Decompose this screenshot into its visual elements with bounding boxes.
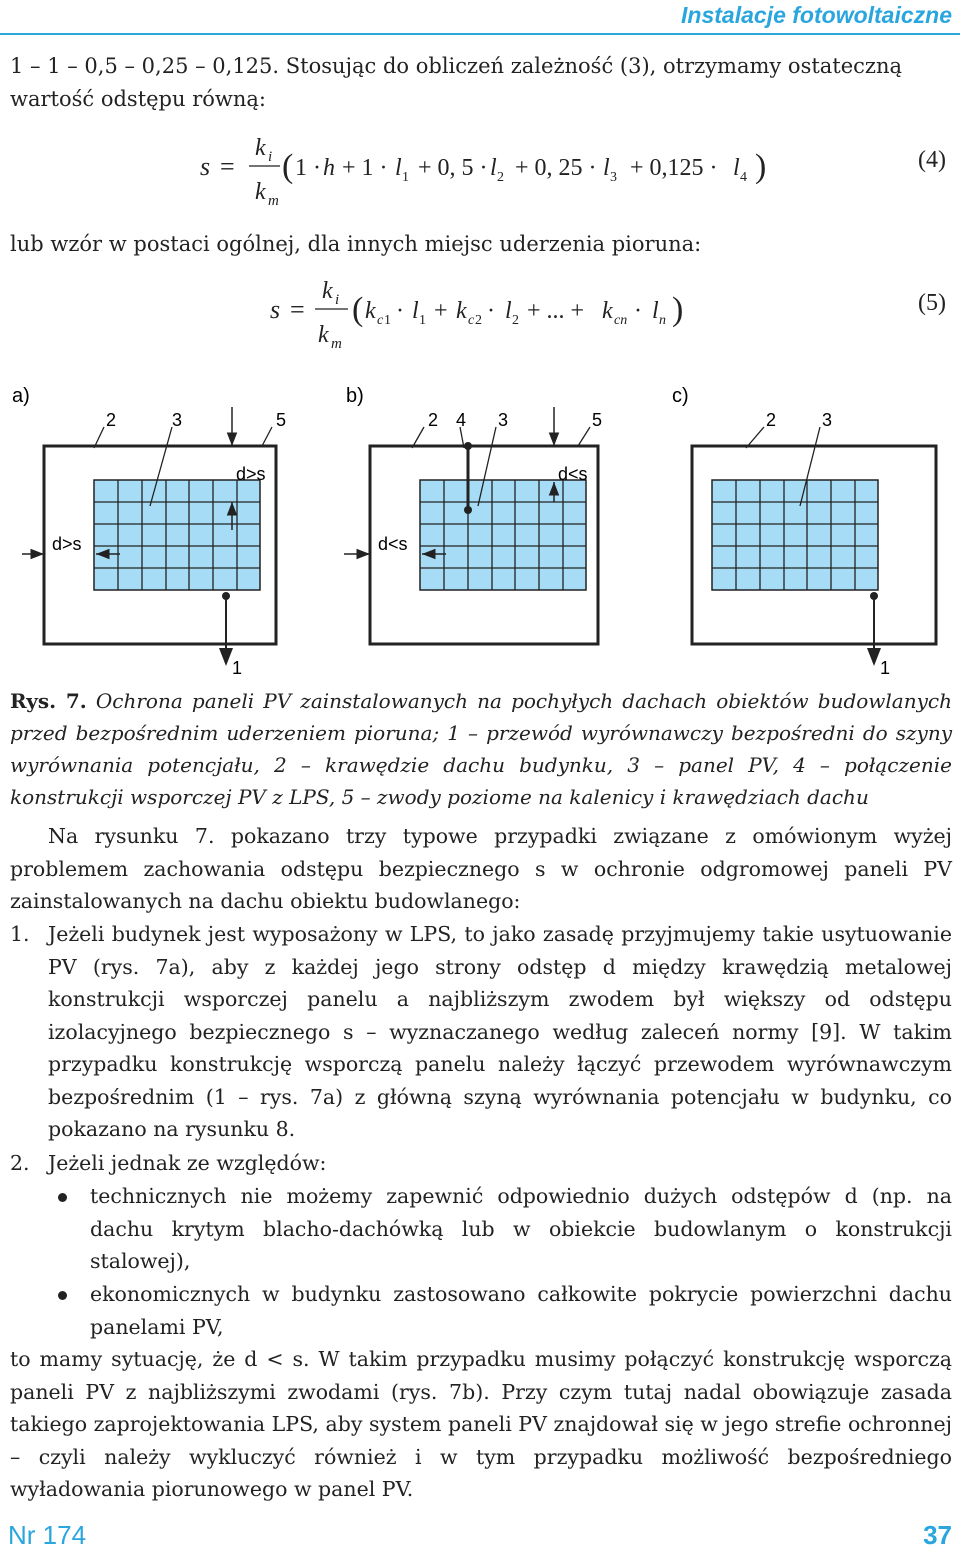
svg-text:l: l: [733, 155, 740, 181]
svg-text:s: s: [200, 152, 211, 181]
svg-text:1: 1: [402, 170, 409, 185]
panel-a-letter: a): [12, 385, 30, 407]
svg-text:l: l: [412, 298, 419, 324]
svg-text:+ 0, 25 ·: + 0, 25 ·: [515, 155, 597, 181]
general-formula-intro: lub wzór w postaci ogólnej, dla innych miejsc uderzenia pioruna:: [10, 232, 702, 256]
panel-c-label-2: 2: [766, 410, 777, 430]
svg-text:·: ·: [396, 298, 404, 324]
svg-text:1: 1: [419, 313, 426, 328]
svg-text:=: =: [220, 152, 235, 181]
panel-c-letter: c): [672, 385, 689, 407]
svg-text:cn: cn: [614, 313, 628, 328]
equation-5-number: (5): [918, 290, 946, 316]
figure-7: [0, 382, 960, 686]
panel-b-letter: b): [346, 385, 364, 407]
svg-text:l: l: [652, 298, 659, 324]
panel-a: [12, 385, 286, 678]
panel-a-gap-top: d>s: [236, 464, 266, 484]
svg-text:1 ·: 1 ·: [295, 155, 321, 181]
svg-text:1: 1: [384, 313, 391, 328]
panel-c-label-3: 3: [822, 410, 833, 430]
list-item-2-text: Jeżeli jednak ze względów:: [48, 1151, 327, 1175]
caption-text: Ochrona paneli PV zainstalowanych na pochyłych dachach obiektów budowlanych przed bezpośrednim uderzeniem pioruna; 1 – przewód wyrównawczy bezpośredni do szyny wyrównania potencjału, 2 – krawędzie dachu budynku, 3 – panel PV, 4 – połączenie konstrukcji wsporczej PV z LPS, 5 – zwody poziome na kalenicy i krawędziach dachu: [10, 689, 952, 809]
panel-a-label-2: 2: [106, 410, 117, 430]
svg-text:l: l: [490, 155, 497, 181]
caption-label: Rys. 7.: [10, 689, 87, 713]
svg-text:+: +: [434, 298, 448, 324]
svg-text:): ): [755, 148, 767, 185]
svg-text:k: k: [602, 298, 613, 324]
svg-text:l: l: [505, 298, 512, 324]
svg-text:4: 4: [740, 170, 747, 185]
svg-text:i: i: [335, 292, 340, 308]
bullet-dot: [58, 1291, 67, 1300]
bullet-item-2: [10, 1278, 952, 1343]
panel-b-gap-left: d<s: [378, 534, 408, 554]
list-item-1-number: 1.: [10, 922, 30, 946]
svg-text:+ 1 ·: + 1 ·: [342, 155, 388, 181]
paragraph-1: Na rysunku 7. pokazano trzy typowe przypadki związane z omówionym wyżej problemem zachowania odstępu bezpiecznego s w ochronie odgromowej paneli PV zainstalowanych na dachu obiektu budowlanego:: [10, 824, 952, 913]
svg-text:l: l: [603, 155, 610, 181]
equation-4-number: (4): [918, 147, 946, 173]
svg-text:k: k: [255, 135, 266, 161]
svg-text:(: (: [282, 148, 294, 185]
svg-text:n: n: [659, 313, 666, 328]
panel-a-pv-array: [94, 480, 260, 590]
svg-text:(: (: [352, 291, 364, 328]
panel-b-label-4: 4: [456, 410, 467, 430]
panel-b-label-2: 2: [428, 410, 439, 430]
svg-text:l: l: [395, 155, 402, 181]
svg-text:2: 2: [475, 313, 482, 328]
panel-a-conductor-1: 1: [232, 658, 243, 678]
list-item-2-number: 2.: [10, 1151, 30, 1175]
svg-text:h: h: [323, 155, 335, 181]
svg-text:=: =: [290, 295, 305, 324]
svg-text:3: 3: [610, 170, 617, 185]
svg-text:s: s: [270, 295, 281, 324]
footer-page-number: 37: [923, 1520, 952, 1550]
svg-text:2: 2: [512, 313, 519, 328]
panel-c: [672, 385, 936, 678]
list-item-1-text: Jeżeli budynek jest wyposażony w LPS, to jako zasadę przyjmujemy takie usytuowanie PV (rys. 7a), aby z każdej jego strony odstęp d między krawędzią metalowej konstrukcji wsporczej panelu a najbliższym zwodem był większy od odstępu izolacyjnego bezpiecznego s – wyznaczanego według zaleceń normy [9]. W takim przypadku konstrukcję wsporczą panelu należy łączyć przewodem wyrównawczym bezpośrednim (1 – rys. 7a) z główną szyną wyrównania potencjału w budynku, co pokazano na rysunku 8.: [48, 922, 952, 1141]
svg-text:+ 0, 5 ·: + 0, 5 ·: [418, 155, 488, 181]
svg-text:k: k: [322, 278, 333, 304]
panel-a-label-3: 3: [172, 410, 183, 430]
panel-b: [344, 385, 602, 644]
equation-5: [0, 268, 960, 358]
bullet-item-1: [10, 1180, 952, 1278]
intro-line-2: wartość odstępu równą:: [10, 87, 266, 111]
header-rule: [0, 33, 960, 35]
svg-text:m: m: [268, 193, 279, 209]
footer-issue: Nr 174: [8, 1520, 87, 1550]
intro-line-1: 1 – 1 – 0,5 – 0,25 – 0,125. Stosując do obliczeń zależność (3), otrzymamy ostateczną: [10, 54, 903, 78]
svg-text:+ 0,125 ·: + 0,125 ·: [630, 155, 718, 181]
paragraph-2: to mamy sytuację, że d < s. W takim przypadku musimy połączyć konstrukcję wsporczą paneli PV z najbliższymi zwodami (rys. 7b). Przy czym tutaj nadal obowiązuje zasada takiego zaprojektowania LPS, aby system paneli PV znajdował się w jego strefie ochronnej – czyli należy wykluczyć również i w tym przypadku możliwość bezpośredniego wyładowania piorunowego w panel PV.: [10, 1347, 952, 1501]
svg-text:·: ·: [634, 298, 642, 324]
equation-4: [0, 125, 960, 215]
panel-b-label-3: 3: [498, 410, 509, 430]
panel-a-gap-left: d>s: [52, 534, 82, 554]
svg-text:k: k: [365, 298, 376, 324]
figure-caption: [10, 685, 952, 813]
panel-b-gap-top: d<s: [558, 464, 588, 484]
running-header: Instalacje fotowoltaiczne: [681, 2, 952, 28]
svg-text:k: k: [255, 179, 266, 205]
svg-text:2: 2: [497, 170, 504, 185]
svg-text:): ): [672, 291, 684, 328]
svg-text:·: ·: [487, 298, 495, 324]
svg-text:c: c: [468, 313, 475, 328]
panel-b-label-5: 5: [592, 410, 603, 430]
panel-b-pv-array: [420, 480, 586, 590]
list-item-1: [10, 918, 952, 1146]
svg-text:i: i: [268, 149, 273, 165]
svg-text:k: k: [456, 298, 467, 324]
svg-text:+ ... +: + ... +: [527, 298, 585, 324]
panel-a-label-5: 5: [276, 410, 287, 430]
panel-c-pv-array: [712, 480, 878, 590]
panel-c-conductor-1: 1: [880, 658, 891, 678]
list-item-2: [10, 1147, 952, 1180]
svg-text:k: k: [318, 322, 329, 348]
svg-text:m: m: [331, 336, 342, 352]
svg-text:c: c: [377, 313, 384, 328]
bullet-item-1-text: technicznych nie możemy zapewnić odpowiednio dużych odstępów d (np. na dachu krytym blacho-dachówką lub w obiekcie budowlanym o konstrukcji stalowej),: [90, 1184, 952, 1273]
bullet-dot: [58, 1193, 67, 1202]
bullet-item-2-text: ekonomicznych w budynku zastosowano całkowite pokrycie powierzchni dachu panelami PV,: [90, 1282, 952, 1339]
